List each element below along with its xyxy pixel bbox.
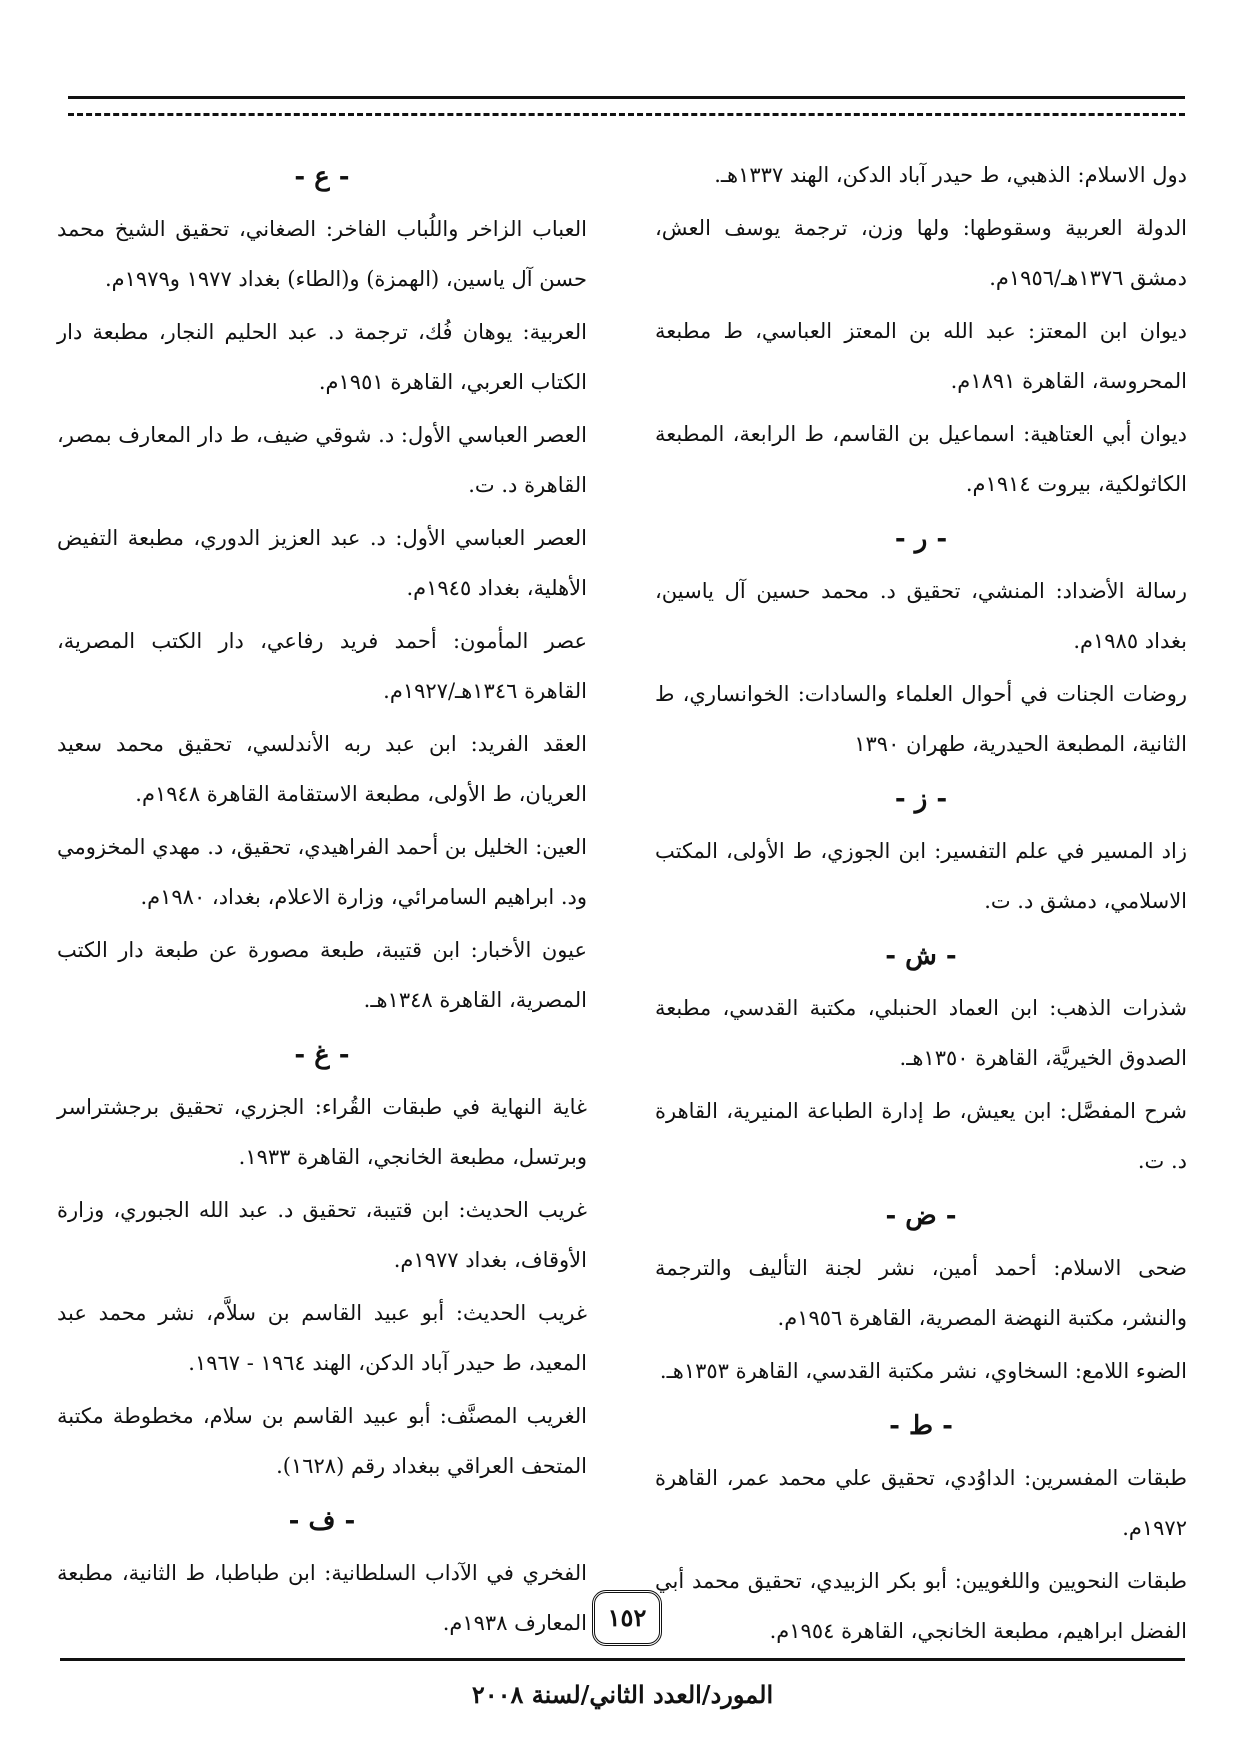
bibliography-entry: روضات الجنات في أحوال العلماء والسادات: الخوانساري، ط الثانية، المطبعة الحيدرية، طهران ١٣٩٠ [655,682,1187,756]
bibliography-column-right [655,150,1187,1659]
bibliography-entry: رسالة الأضداد: المنشي، تحقيق د. محمد حسين آل ياسين، بغداد ١٩٨٥م. [655,579,1187,653]
bibliography-entry: عصر المأمون: أحمد فريد رفاعي، دار الكتب المصرية، القاهرة ١٣٤٦هـ/١٩٢٧م. [57,629,587,703]
bibliography-entry: الضوء اللامع: السخاوي، نشر مكتبة القدسي، القاهرة ١٣٥٣هـ. [659,1359,1187,1383]
section-letter-heading: - ف - [288,1506,356,1536]
bibliography-entry: العربية: يوهان فُك، ترجمة د. عبد الحليم النجار، مطبعة دار الكتاب العربي، القاهرة ١٩٥١م. [57,320,587,394]
journal-footer: المورد/العدد الثاني/لسنة ٢٠٠٨ [471,1680,774,1709]
bibliography-entry: ديوان أبي العتاهية: اسماعيل بن القاسم، ط الرابعة، المطبعة الكاثولكية، بيروت ١٩١٤م. [655,422,1187,496]
bibliography-entry: غريب الحديث: ابن قتيبة، تحقيق د. عبد الله الجبوري، وزارة الأوقاف، بغداد ١٩٧٧م. [57,1198,587,1272]
bibliography-entry: شرح المفصَّل: ابن يعيش، ط إدارة الطباعة المنيرية، القاهرة د. ت. [655,1099,1187,1173]
bibliography-entry: العباب الزاخر واللُباب الفاخر: الصغاني، تحقيق الشيخ محمد حسن آل ياسين، (الهمزة) و(الطاء) بغداد ١٩٧٧ و١٩٧٩م. [57,217,587,291]
page-number: ١٥٢ [592,1590,662,1646]
bibliography-entry: العصر العباسي الأول: د. شوقي ضيف، ط دار المعارف بمصر، القاهرة د. ت. [57,423,587,497]
bibliography-entry: طبقات المفسرين: الداوُدي، تحقيق علي محمد عمر، القاهرة ١٩٧٢م. [655,1466,1187,1540]
bibliography-entry: طبقات النحويين واللغويين: أبو بكر الزبيدي، تحقيق محمد أبي الفضل ابراهيم، مطبعة الخانجي، القاهرة ١٩٥٤م. [655,1569,1187,1643]
bibliography-entry: دول الاسلام: الذهبي، ط حيدر آباد الدكن، الهند ١٣٣٧هـ. [714,163,1187,187]
section-letter-heading: - ش - [885,941,957,971]
section-letter-heading: - ط - [889,1411,953,1441]
bibliography-entry: العقد الفريد: ابن عبد ربه الأندلسي، تحقيق محمد سعيد العريان، ط الأولى، مطبعة الاستقامة القاهرة ١٩٤٨م. [57,732,587,806]
section-letter-heading: - ع - [294,162,350,192]
bibliography-entry: عيون الأخبار: ابن قتيبة، طبعة مصورة عن طبعة دار الكتب المصرية، القاهرة ١٣٤٨هـ. [57,938,587,1012]
top-rule [68,96,1185,99]
bibliography-entry: شذرات الذهب: ابن العماد الحنبلي، مكتبة القدسي، مطبعة الصدوق الخيريَّة، القاهرة ١٣٥٠هـ. [655,996,1187,1070]
bibliography-entry: الفخري في الآداب السلطانية: ابن طباطبا، ط الثانية، مطبعة المعارف ١٩٣٨م. [57,1561,587,1635]
bibliography-entry: ضحى الاسلام: أحمد أمين، نشر لجنة التأليف والترجمة والنشر، مكتبة النهضة المصرية، القاهرة ١٩٥٦م. [655,1256,1187,1330]
bibliography-entry: العصر العباسي الأول: د. عبد العزيز الدوري، مطبعة التفيض الأهلية، بغداد ١٩٤٥م. [57,526,587,600]
bibliography-entry: الغريب المصنَّف: أبو عبيد القاسم بن سلام، مخطوطة مكتبة المتحف العراقي ببغداد رقم (١٦٢٨). [57,1404,587,1478]
bibliography-entry: غريب الحديث: أبو عبيد القاسم بن سلاَّم، نشر محمد عبد المعيد، ط حيدر آباد الدكن، الهند ١٩٦٤ - ١٩٦٧. [57,1301,587,1375]
bibliography-entry: العين: الخليل بن أحمد الفراهيدي، تحقيق، د. مهدي المخزومي ود. ابراهيم السامرائي، وزارة الاعلام، بغداد، ١٩٨٠م. [57,835,587,909]
bibliography-entry: الدولة العربية وسقوطها: ولها وزن، ترجمة يوسف العش، دمشق ١٣٧٦هـ/١٩٥٦م. [655,216,1187,290]
bibliography-entry: غاية النهاية في طبقات القُراء: الجزري، تحقيق برجشتراسر وبرتسل، مطبعة الخانجي، القاهرة ١٩٣٣. [57,1095,587,1169]
top-dashed-rule [68,113,1185,116]
section-letter-heading: - غ - [294,1040,350,1070]
section-letter-heading: - ر - [894,524,948,554]
bibliography-entry: ديوان ابن المعتز: عبد الله بن المعتز العباسي، ط مطبعة المحروسة، القاهرة ١٨٩١م. [655,319,1187,393]
bibliography-column-left [57,150,587,1651]
bottom-rule [60,1658,1185,1661]
bibliography-entry: زاد المسير في علم التفسير: ابن الجوزي، ط الأولى، المكتب الاسلامي، دمشق د. ت. [655,839,1187,913]
section-letter-heading: - ض - [885,1201,957,1231]
section-letter-heading: - ز - [894,784,948,814]
